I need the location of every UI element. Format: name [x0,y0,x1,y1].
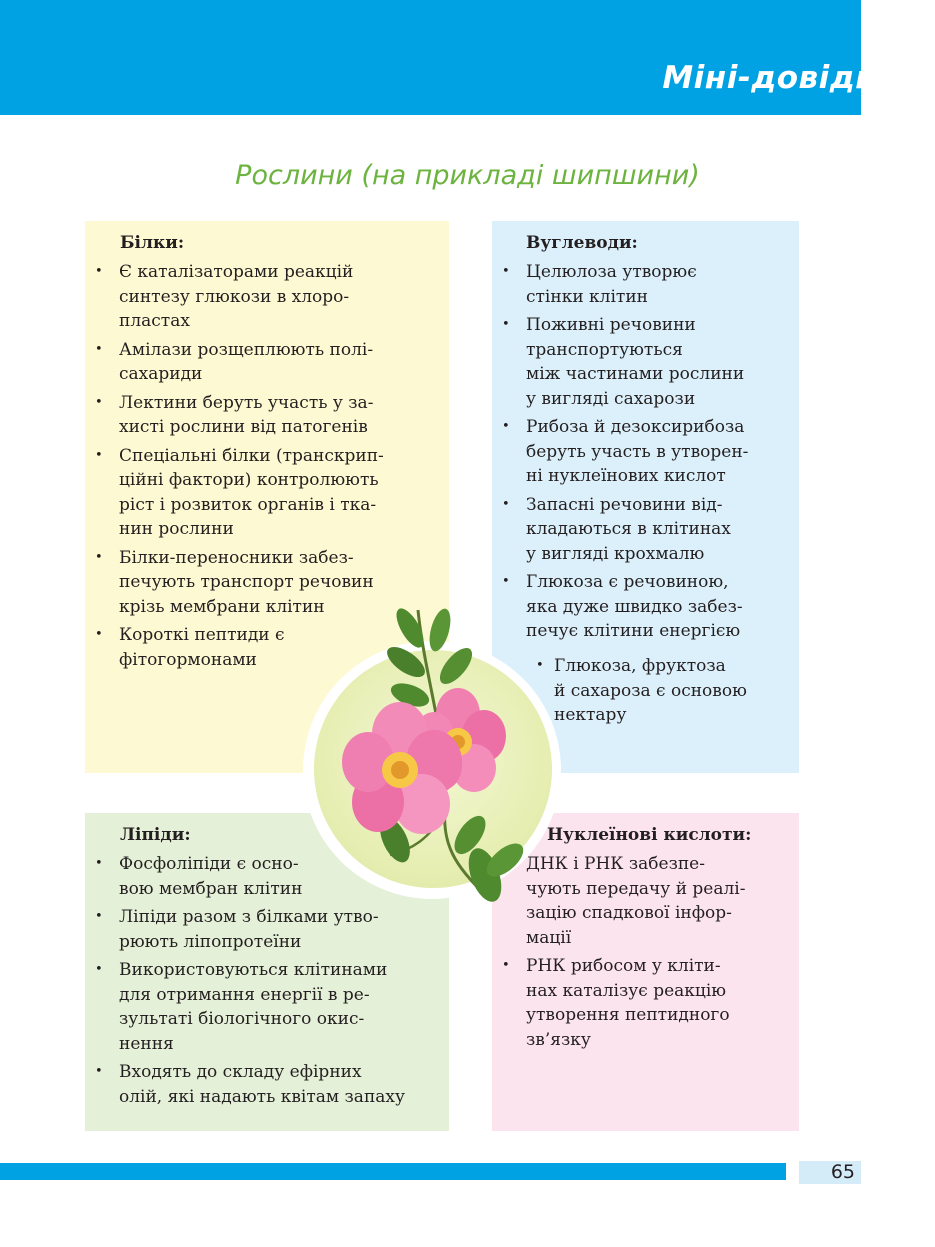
proteins-title: Білки: [120,233,185,253]
nucleic-acids-list [500,852,795,1056]
list-item: • Рибоза й дезоксирибоза беруть участь в утворен- ні нуклеїнових кислот [500,415,795,489]
footer-bar [0,1163,786,1180]
list-item: • Спеціальні білки (транскрип- ційні фактори) контролюють ріст і розвиток органів і тка- нин рослини [93,444,443,542]
list-item: • РНК рибосом у кліти- нах каталізує реакцію утворення пептидного зв’язку [500,954,795,1052]
list-item: • Лектини беруть участь у за- хисті рослини від патогенів [93,391,443,440]
list-item: • Глюкоза, фруктоза й сахароза є основою нектару [530,654,795,728]
header-band [0,0,861,115]
list-item: • ДНК і РНК забезпе- чують передачу й реалі- зацію спадкової інфор- мації [500,852,795,950]
rosehip-flower-illustration [300,600,540,920]
page-subtitle: Рослини (на прикладі шипшини) [235,160,700,191]
list-item: • Целюлоза утворює стінки клітин [500,260,795,309]
carbohydrates-title: Вуглеводи: [526,233,638,253]
list-item: • Ліпіди разом з білками утво- рюють ліпопротеїни [93,905,445,954]
list-item: • Входять до складу ефірних олій, які надають квітам запаху [93,1060,445,1109]
page-number-box [799,1161,861,1184]
list-item: • Є каталізаторами реакцій синтезу глюкози в хлоро- пластах [93,260,443,334]
carbohydrates-list [500,260,795,648]
carbohydrates-sublist [530,654,795,728]
list-item: • Поживні речовини транспортуються між частинами рослини у вигляді сахарози [500,313,795,411]
list-item: • Фосфоліпіди є осно- вою мембран клітин [93,852,445,901]
list-item: • Використовуються клітинами для отримання енергії в ре- зультаті біологічного окис- нення [93,958,445,1056]
list-item: • Білки-переносники забез- печують транспорт речовин крізь мембрани клітин [93,546,443,620]
nucleic-acids-title: Нуклеїнові кислоти: [547,825,752,845]
lipids-title: Ліпіди: [120,825,191,845]
list-item: • Глюкоза є речовиною, яка дуже швидко забез- печує клітини енергією [500,570,795,644]
page-number: 65 [830,1161,855,1183]
section-title: Міні-довідник [662,60,921,96]
list-item: • Запасні речовини від- кладаються в клітинах у вигляді крохмалю [500,493,795,567]
list-item: • Амілази розщеплюють полі- сахариди [93,338,443,387]
list-item: • Короткі пептиди є фітогормонами [93,623,443,672]
